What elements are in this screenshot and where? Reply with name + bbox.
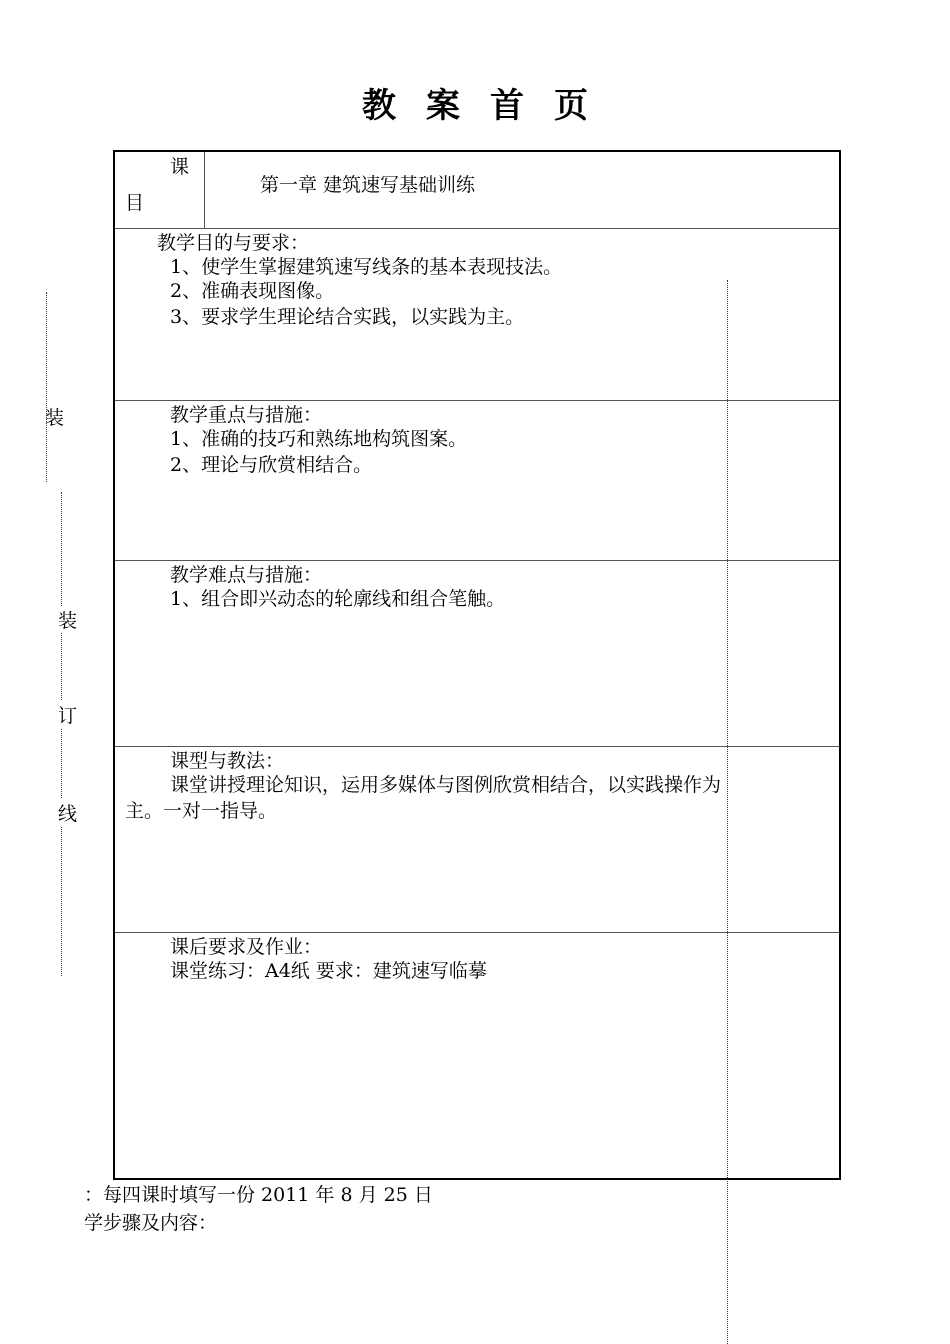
course-title: 第一章 建筑速写基础训练 <box>260 174 476 196</box>
row-divider <box>115 932 839 933</box>
section-heading-objectives: 教学目的与要求： <box>157 232 310 254</box>
section-line: 2、理论与欣赏相结合。 <box>170 454 373 476</box>
row-divider <box>115 746 839 747</box>
row-divider <box>115 228 839 229</box>
binding-mark-2: 订 <box>58 701 77 728</box>
binding-mark-3: 线 <box>58 799 77 826</box>
course-label-top: 课 <box>170 156 190 178</box>
course-label-bottom: 目 <box>125 192 145 214</box>
section-line: 课堂练习：A4纸 要求：建筑速写临摹 <box>170 960 487 982</box>
binding-mark-1: 装 <box>58 606 77 633</box>
footer-steps-heading: 学步骤及内容： <box>84 1212 218 1234</box>
binding-line-inner <box>61 492 62 976</box>
section-line: 主。一对一指导。 <box>125 800 278 822</box>
section-heading-teaching-method: 课型与教法： <box>170 750 285 772</box>
lesson-plan-table <box>113 150 841 1180</box>
section-line: 2、准确表现图像。 <box>170 280 335 302</box>
section-line: 1、使学生掌握建筑速写线条的基本表现技法。 <box>170 256 563 278</box>
section-line: 课堂讲授理论知识，运用多媒体与图例欣赏相结合，以实践操作为 <box>170 774 722 796</box>
margin-guide-line <box>727 280 728 1344</box>
section-line: 1、准确的技巧和熟练地构筑图案。 <box>170 428 468 450</box>
course-label-divider <box>204 152 205 228</box>
binding-mark-left: 装 <box>45 407 65 429</box>
section-line: 3、要求学生理论结合实践，以实践为主。 <box>170 306 525 328</box>
section-line: 1、组合即兴动态的轮廓线和组合笔触。 <box>170 588 506 610</box>
binding-line-outer <box>46 292 47 482</box>
page-title: 教案首页 <box>362 86 618 126</box>
row-divider <box>115 560 839 561</box>
section-heading-key-points: 教学重点与措施： <box>170 404 323 426</box>
section-heading-homework: 课后要求及作业： <box>170 936 323 958</box>
section-heading-difficulties: 教学难点与措施： <box>170 564 323 586</box>
row-divider <box>115 400 839 401</box>
footer-note: ：每四课时填写一份 2011 年 8 月 25 日 <box>84 1184 433 1206</box>
